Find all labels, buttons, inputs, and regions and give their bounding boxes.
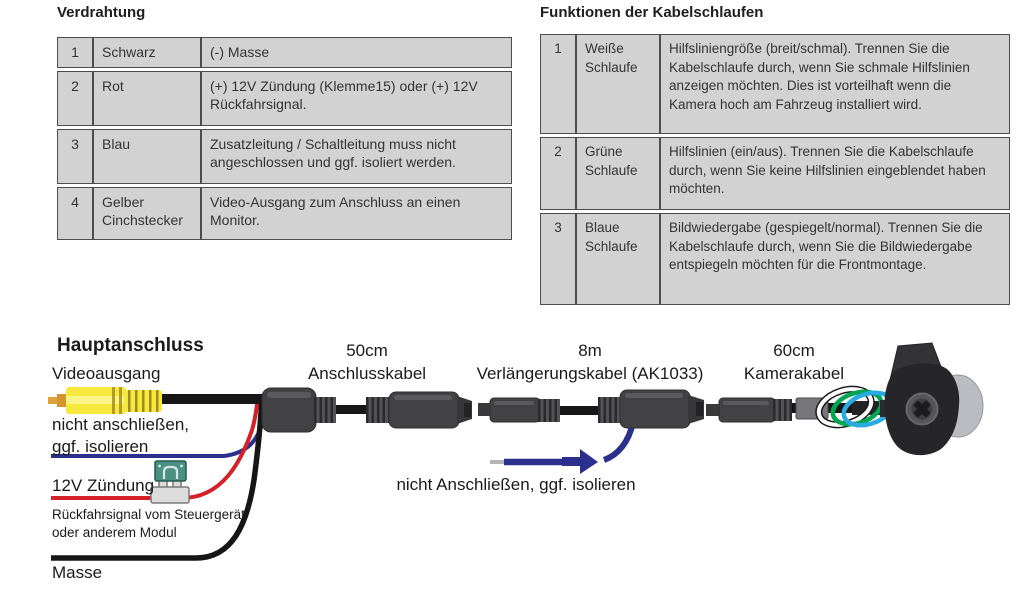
wire-description: Zusatzleitung / Schaltleitung muss nicht angeschlossen und ggf. isoliert werden. <box>201 129 512 184</box>
reverse-signal-label: Rückfahrsignal vom Steuergerät <box>52 507 245 522</box>
relief-ribs <box>598 397 622 423</box>
cable60-label: Kamerakabel <box>743 364 845 383</box>
wire-description: (-) Masse <box>201 37 512 68</box>
wire-description: Video-Ausgang zum Anschluss an einen Monitor. <box>201 187 512 240</box>
rca-connector <box>48 387 162 414</box>
verdrahtung-table <box>57 34 512 243</box>
row-number: 1 <box>57 37 93 68</box>
connector-female-50cm <box>389 392 472 428</box>
kabelschlaufen-table <box>540 31 1010 308</box>
cable50-label: Anschlusskabel <box>307 364 427 383</box>
loop-name: Grüne Schlaufe <box>576 137 660 210</box>
relief-ribs <box>366 397 390 423</box>
cable-segment <box>558 406 602 415</box>
relief-ribs <box>773 399 792 421</box>
diagram-title: Hauptanschluss <box>57 335 204 356</box>
connector-female-8m <box>620 390 704 428</box>
wire-name: Gelber Cinchstecker <box>93 187 201 240</box>
table-row <box>57 71 512 126</box>
video-out-label: Videoausgang <box>52 364 161 383</box>
no-connect2-label: nicht Anschließen, ggf. isolieren <box>396 475 636 494</box>
arrow-icon <box>562 449 598 474</box>
wire-name: Schwarz <box>93 37 201 68</box>
table-row <box>57 187 512 240</box>
row-number: 2 <box>540 137 576 210</box>
loop-name: Blaue Schlaufe <box>576 213 660 305</box>
wire-description: (+) 12V Zündung (Klemme15) oder (+) 12V Rückfahrsignal. <box>201 71 512 126</box>
camera <box>880 343 983 455</box>
wiring-diagram <box>0 325 1024 599</box>
row-number: 2 <box>57 71 93 126</box>
ignition-label: 12V Zündung <box>52 476 155 495</box>
loop-name: Weiße Schlaufe <box>576 34 660 134</box>
cable8m-label: Verlängerungskabel (AK1033) <box>476 364 704 383</box>
row-number: 3 <box>57 129 93 184</box>
fuse-holder-icon <box>151 461 189 503</box>
wire-name: Rot <box>93 71 201 126</box>
cable8m-label: 8m <box>578 341 602 360</box>
blue-extension-wire <box>490 422 633 474</box>
kabelschlaufen-title: Funktionen der Kabelschlaufen <box>540 4 764 21</box>
loop-description: Hilfsliniengröße (breit/schmal). Trennen Sie die Kabelschlaufe durch, wenn Sie schmale Hilfslinien anzeigen möchten. Dies ist vorteilhaft wenn die Kamera hoch am Fahrzeug installiert wird. <box>660 34 1010 134</box>
relief-ribs <box>314 397 336 423</box>
table-row <box>540 34 1010 134</box>
loop-description: Bildwiedergabe (gespiegelt/normal). Trennen Sie die Kabelschlaufe durch, wenn Sie die Bildwiedergabe entspiegeln möchten für die Frontmontage. <box>660 213 1010 305</box>
loop-description: Hilfslinien (ein/aus). Trennen Sie die Kabelschlaufe durch, wenn Sie keine Hilfslinien eingeblendet haben möchten. <box>660 137 1010 210</box>
table-row <box>57 129 512 184</box>
cable50-label: 50cm <box>346 341 388 360</box>
table-row <box>57 37 512 68</box>
connector-male-8m <box>478 398 540 422</box>
cable-segment <box>158 394 266 404</box>
relief-ribs <box>538 399 560 422</box>
no-connect-label: nicht anschließen, <box>52 415 190 434</box>
table-row <box>540 137 1010 210</box>
ground-label: Masse <box>52 563 103 582</box>
row-number: 4 <box>57 187 93 240</box>
cable-segment <box>334 405 370 414</box>
row-number: 3 <box>540 213 576 305</box>
table-row <box>540 213 1010 305</box>
junction-connector <box>262 388 316 432</box>
no-connect-label: ggf. isolieren <box>52 437 149 456</box>
verdrahtung-title: Verdrahtung <box>57 4 146 21</box>
row-number: 1 <box>540 34 576 134</box>
reverse-signal-label: oder anderem Modul <box>52 525 177 540</box>
connector-male-60cm <box>706 398 775 422</box>
cable60-label: 60cm <box>773 341 815 360</box>
wire-name: Blau <box>93 129 201 184</box>
